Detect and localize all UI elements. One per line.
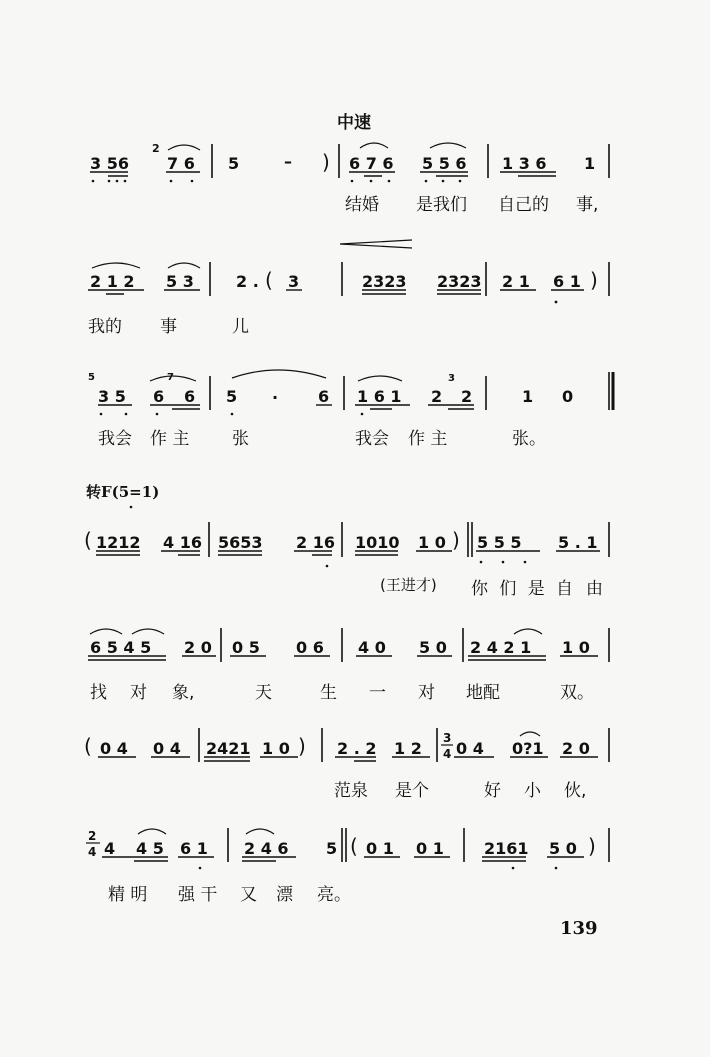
lyric: 作 主 bbox=[150, 429, 190, 449]
note-group: 4 16 bbox=[163, 533, 202, 552]
note-group: 0 6 bbox=[296, 638, 324, 657]
note-group: 0 4 bbox=[100, 739, 128, 758]
note-group: 1 0 bbox=[562, 638, 590, 657]
lyric: 伙, bbox=[564, 781, 587, 801]
note-group: 1010 bbox=[355, 533, 400, 552]
paren: ) bbox=[322, 150, 330, 174]
time-sig-top: 2 bbox=[88, 829, 97, 843]
note-group: 1 6 1 bbox=[357, 387, 402, 406]
lyric: 精 明 bbox=[108, 885, 148, 905]
lyric: 双。 bbox=[560, 683, 594, 703]
time-sig-top: 3 bbox=[443, 731, 452, 745]
lyric: 自 bbox=[556, 579, 573, 599]
note-group: 5 . 1 bbox=[558, 533, 598, 552]
dash: – bbox=[284, 152, 292, 171]
lyric: 强 干 bbox=[178, 885, 218, 905]
grace-note: 5 bbox=[88, 372, 95, 383]
note-group: 5 5 6 bbox=[422, 154, 467, 173]
lyric: 由 bbox=[586, 579, 603, 599]
lyric: 找 bbox=[90, 683, 107, 703]
lyric: 你 们 是 bbox=[471, 579, 548, 599]
note-group: 0?1 bbox=[512, 739, 544, 758]
tempo-marking: 中速 bbox=[337, 113, 371, 133]
note-group: 6 5 4 5 bbox=[90, 638, 152, 657]
lyric: 地配 bbox=[466, 683, 500, 703]
note-group: 0 5 bbox=[232, 638, 260, 657]
lyric: 范泉 bbox=[334, 781, 368, 801]
paren: ( bbox=[265, 268, 273, 292]
lyric: 象, bbox=[172, 683, 195, 703]
note: 2 bbox=[461, 387, 473, 406]
note: 5 bbox=[226, 387, 238, 406]
lyric: 我会 bbox=[98, 429, 132, 449]
lyric: 自己的 bbox=[498, 195, 549, 215]
note-group: 0 4 bbox=[153, 739, 181, 758]
lyric: 小 bbox=[524, 781, 541, 801]
paren: ( bbox=[84, 734, 92, 758]
note-group: 2323 bbox=[437, 272, 482, 291]
note-group: 0 1 bbox=[416, 839, 444, 858]
note-group: 5 0 bbox=[419, 638, 447, 657]
lyric: 漂 bbox=[276, 885, 293, 905]
note-group: 4 0 bbox=[358, 638, 386, 657]
paren: ) bbox=[588, 834, 596, 858]
note-group: 5 0 bbox=[549, 839, 577, 858]
dot: . bbox=[272, 384, 279, 403]
note: 1 bbox=[584, 154, 596, 173]
note-group: 5653 bbox=[218, 533, 263, 552]
paren: ) bbox=[298, 734, 306, 758]
note: 6 bbox=[318, 387, 330, 406]
key-change: 转F(5=1) bbox=[86, 483, 160, 501]
note: 2 bbox=[431, 387, 443, 406]
lyric: 好 bbox=[484, 781, 501, 801]
note: 3 bbox=[288, 272, 300, 291]
note: 0 bbox=[562, 387, 574, 406]
lyric: 结婚 bbox=[345, 195, 379, 215]
note-group: 2323 bbox=[362, 272, 407, 291]
note: 4 bbox=[104, 839, 116, 858]
lyric: 儿 bbox=[232, 317, 249, 337]
note-group: 3 5 bbox=[98, 387, 126, 406]
paren: ) bbox=[452, 528, 460, 552]
note-group: 2 1 bbox=[502, 272, 530, 291]
note-group: 0 4 bbox=[456, 739, 484, 758]
note-group: 0 1 bbox=[366, 839, 394, 858]
paren: ( bbox=[350, 834, 358, 858]
lyric: 亮。 bbox=[317, 885, 351, 905]
lyric: 我的 bbox=[88, 317, 122, 337]
note-group: 1 0 bbox=[262, 739, 290, 758]
lyric: 生 bbox=[320, 683, 337, 703]
lyric: 事, bbox=[576, 195, 599, 215]
lyric: 我会 bbox=[355, 429, 389, 449]
time-sig-bottom: 4 bbox=[443, 747, 452, 761]
grace-note: 3 bbox=[448, 373, 455, 384]
note-group: 2 4 6 bbox=[244, 839, 289, 858]
note-group: 2 0 bbox=[562, 739, 590, 758]
lyric: 事 bbox=[160, 317, 177, 337]
lyric: 天 bbox=[255, 683, 272, 703]
note: 2 . bbox=[236, 272, 259, 291]
note-group: 7 6 bbox=[167, 154, 195, 173]
note-group: 1 2 bbox=[394, 739, 422, 758]
note-group: 2 4 2 1 bbox=[470, 638, 532, 657]
paren: ( bbox=[84, 528, 92, 552]
paren: ) bbox=[590, 268, 598, 292]
note-group: 1212 bbox=[96, 533, 141, 552]
note-group: 1 0 bbox=[418, 533, 446, 552]
lyric: 是我们 bbox=[416, 195, 467, 215]
note-group: 2 . 2 bbox=[337, 739, 377, 758]
lyric: 一 bbox=[369, 683, 386, 703]
note: 5 bbox=[228, 154, 240, 173]
lyric: 对 bbox=[418, 683, 435, 703]
note-group: 3 56 bbox=[90, 154, 129, 173]
lyric: 张 bbox=[232, 429, 249, 449]
note: 6 bbox=[153, 387, 165, 406]
lyric: 是个 bbox=[395, 781, 429, 801]
grace-note: 7 bbox=[167, 372, 174, 383]
lyric: 对 bbox=[130, 683, 147, 703]
note-group: 2421 bbox=[206, 739, 251, 758]
note: 1 bbox=[522, 387, 534, 406]
note-group: 2161 bbox=[484, 839, 529, 858]
page-number: 139 bbox=[560, 918, 598, 939]
note: 6 bbox=[184, 387, 196, 406]
lyric: 又 bbox=[240, 885, 257, 905]
note-group: 4 5 bbox=[136, 839, 164, 858]
grace-note: 2 bbox=[152, 142, 160, 155]
lyric: 作 主 bbox=[408, 429, 448, 449]
note: 5 bbox=[326, 839, 338, 858]
note-group: 2 1 2 bbox=[90, 272, 135, 291]
note-group: 2 0 bbox=[184, 638, 212, 657]
note-group: 1 3 6 bbox=[502, 154, 547, 173]
note-group: 6 7 6 bbox=[349, 154, 394, 173]
note-group: 5 3 bbox=[166, 272, 194, 291]
note-group: 5 5 5 bbox=[477, 533, 522, 552]
time-sig-bottom: 4 bbox=[88, 845, 97, 859]
note-group: 6 1 bbox=[553, 272, 581, 291]
note-group: 6 1 bbox=[180, 839, 208, 858]
singer-label: (王进才) bbox=[380, 576, 437, 594]
note-group: 2 16 bbox=[296, 533, 335, 552]
lyric: 张。 bbox=[512, 429, 546, 449]
